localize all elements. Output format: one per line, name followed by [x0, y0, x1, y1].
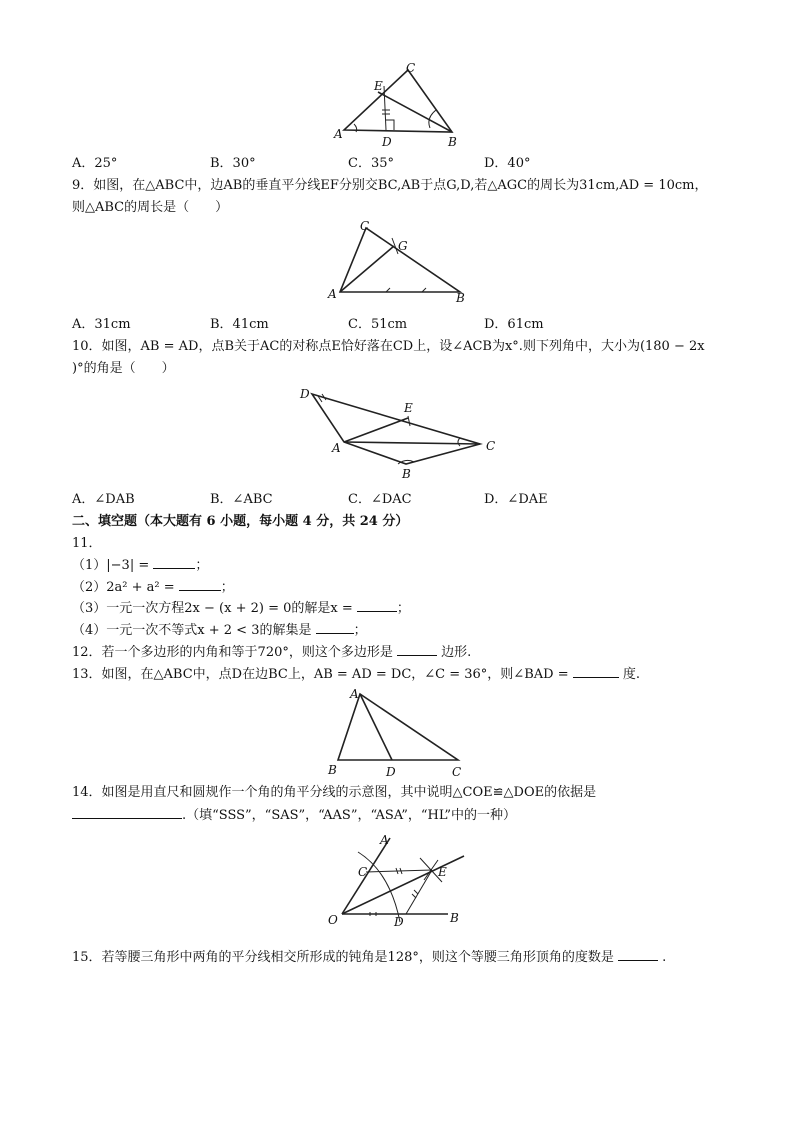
q8-label-C: C — [406, 62, 416, 75]
q13-text — [72, 665, 640, 684]
q15-blank[interactable] — [618, 948, 658, 961]
q10-figure — [292, 382, 504, 482]
q14-label-A: A — [380, 833, 389, 847]
q9-option-d[interactable]: D．61cm — [484, 317, 544, 332]
q11-sub4: （4）一元一次不等式x + 2 < 3的解集是 ； — [72, 623, 367, 638]
q8-option-b[interactable]: B．30° — [210, 156, 256, 171]
q8-figure — [330, 62, 470, 152]
q10-text-line1: 10．如图，AB = AD，点B关于AC的对称点E恰好落在CD上，设∠ACB为x°.则下列角中，大小为(180 − 2x — [72, 339, 705, 354]
q15-text — [72, 948, 666, 967]
q10-text-line2: )°的角是（ ） — [72, 361, 175, 376]
q13-figure — [324, 686, 474, 780]
q9-label-A: A — [328, 287, 337, 301]
q11-sub4-text: （4）一元一次不等式x + 2 < 3的解集是 — [72, 623, 312, 638]
q10-label-A: A — [332, 441, 341, 455]
q15-text-pre: 15．若等腰三角形中两角的平分线相交所形成的钝角是128°，则这个等腰三角形顶角的度数是 — [72, 950, 614, 965]
q12-blank[interactable] — [397, 643, 437, 656]
q14-label-D: D — [394, 915, 404, 929]
q8-label-B: B — [448, 135, 457, 149]
q8-option-d[interactable]: D．40° — [484, 156, 531, 171]
q10-label-E: E — [404, 401, 413, 415]
q13-text-pre: 13．如图，在△ABC中，点D在边BC上，AB = AD = DC，∠C = 36°，则∠BAD = — [72, 667, 569, 682]
q10-option-c[interactable]: C．∠DAC — [348, 492, 412, 507]
q10-option-a[interactable]: A．∠DAB — [72, 492, 135, 507]
q15-text-post: . — [662, 950, 667, 965]
q10-option-d[interactable]: D．∠DAE — [484, 492, 548, 507]
q11-sub2: （2）2a² + a² = ； — [72, 580, 234, 595]
q11-sub1-text: （1）|−3| = — [72, 558, 150, 573]
q9-option-a[interactable]: A．31cm — [72, 317, 131, 332]
q8-label-A: A — [334, 127, 343, 141]
q9-text-line1: 9．如图，在△ABC中，边AB的垂直平分线EF分别交BC,AB于点G,D,若△AGC的周长为31cm,AD = 10cm， — [72, 178, 708, 193]
q14-blank[interactable] — [72, 806, 182, 819]
q11-number: 11． — [72, 536, 102, 551]
q13-label-B: B — [328, 763, 337, 777]
q11-sub1-blank[interactable] — [153, 556, 195, 569]
q11-sub3-text: （3）一元一次方程2x − (x + 2) = 0的解是x = — [72, 601, 353, 616]
q8-option-c[interactable]: C．35° — [348, 156, 394, 171]
q14-label-C: C — [358, 865, 368, 879]
q14-label-E: E — [438, 865, 447, 879]
q9-label-G: G — [398, 239, 408, 253]
q14-figure — [320, 832, 476, 932]
q9-option-b[interactable]: B．41cm — [210, 317, 269, 332]
q10-option-b[interactable]: B．∠ABC — [210, 492, 273, 507]
q13-label-A: A — [350, 687, 359, 701]
q13-text-post: 度. — [622, 667, 641, 682]
q12-text — [72, 643, 471, 662]
q9-option-c[interactable]: C．51cm — [348, 317, 408, 332]
q9-label-B: B — [456, 291, 465, 305]
q14-line2 — [72, 806, 516, 825]
q11-sub3: （3）一元一次方程2x − (x + 2) = 0的解是x = ； — [72, 601, 410, 616]
q9-text-line2: 则△ABC的周长是（ ） — [72, 200, 229, 215]
q8-label-D: D — [382, 135, 392, 149]
q11-sub1: （1）|−3| = ； — [72, 558, 209, 573]
q12-text-pre: 12．若一个多边形的内角和等于720°，则这个多边形是 — [72, 645, 393, 660]
q9-figure — [326, 218, 476, 310]
q13-label-D: D — [386, 765, 396, 779]
q14-text-line1: 14．如图是用直尺和圆规作一个角的角平分线的示意图，其中说明△COE≌△DOE的依据是 — [72, 785, 597, 800]
q10-label-B: B — [402, 467, 411, 481]
q14-label-O: O — [328, 913, 338, 927]
q11-sub2-text: （2）2a² + a² = — [72, 580, 175, 595]
q11-sub3-blank[interactable] — [357, 599, 397, 612]
q11-sub4-blank[interactable] — [316, 621, 354, 634]
q10-label-D: D — [300, 387, 310, 401]
q14-text-line2: .（填“SSS”，“SAS”，“AAS”，“ASA”，“HL”中的一种） — [182, 808, 517, 823]
q13-label-C: C — [452, 765, 462, 779]
q14-label-B: B — [450, 911, 459, 925]
q10-label-C: C — [486, 439, 496, 453]
q11-sub2-blank[interactable] — [179, 578, 221, 591]
q12-text-post: 边形. — [441, 645, 472, 660]
q8-label-E: E — [374, 79, 383, 93]
q8-option-a[interactable]: A．25° — [72, 156, 118, 171]
q9-label-C: C — [360, 219, 370, 233]
section2-title: 二、填空题（本大题有 6 小题，每小题 4 分，共 24 分） — [72, 514, 409, 529]
q13-blank[interactable] — [573, 665, 619, 678]
